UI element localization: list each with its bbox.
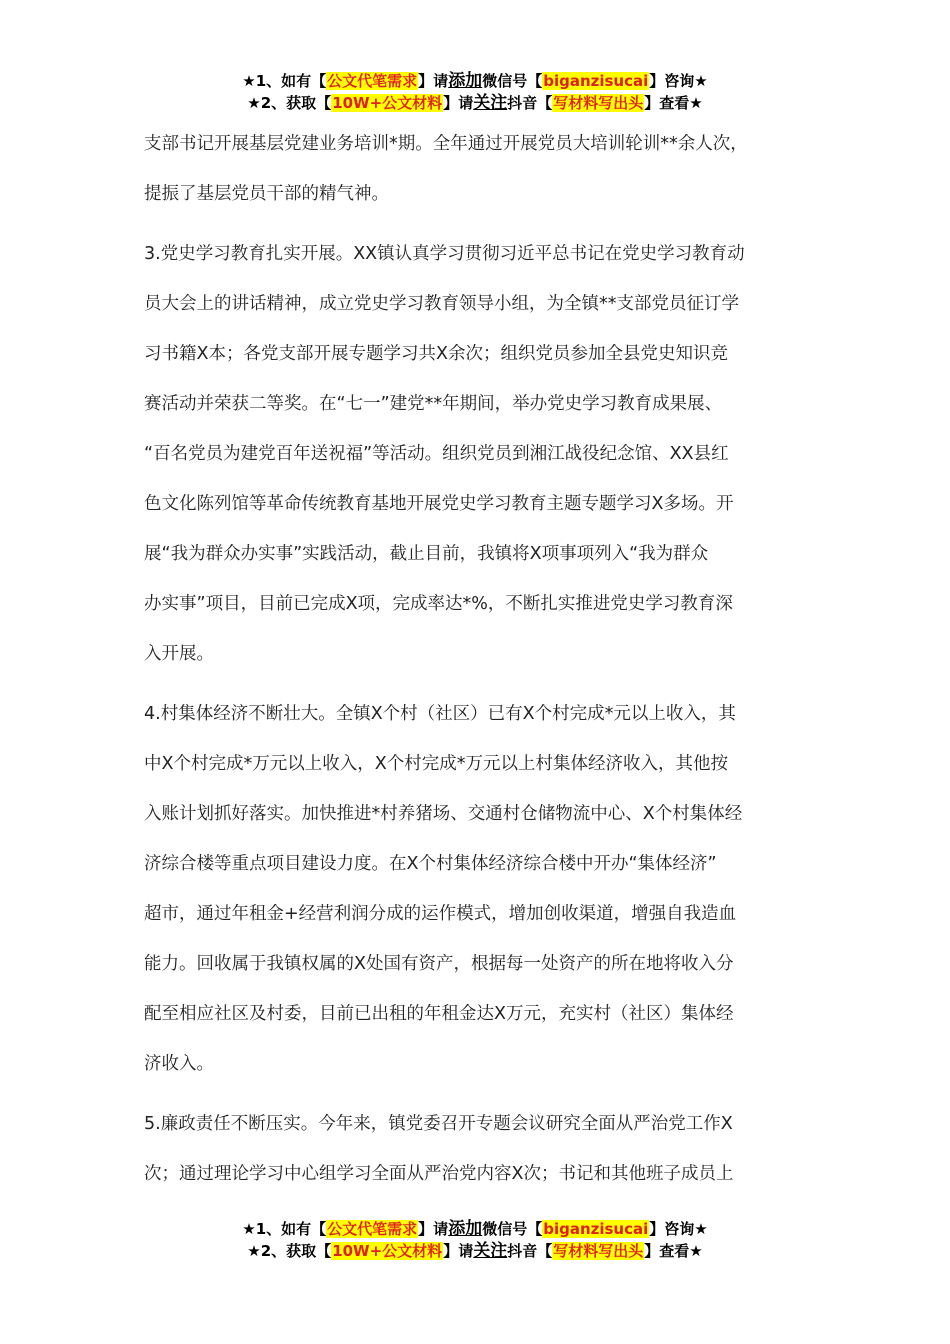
- text-line: 赛活动并荣获二等奖。在“七一”建党**年期间，举办党史学习教育成果展、: [144, 394, 723, 414]
- text-line: 5.廉政责任不断压实。今年来，镇党委召开专题会议研究全面从严治党工作X: [144, 1114, 733, 1134]
- text-line: 能力。回收属于我镇权属的X处国有资产，根据每一处资产的所在地将收入分: [144, 954, 734, 974]
- paragraph: [144, 1099, 806, 1199]
- banner-highlight: 写材料写出头: [553, 1242, 644, 1260]
- banner-text: ★2、获取【: [247, 1242, 332, 1260]
- banner-text: 微信号【: [482, 1220, 543, 1238]
- banner-text: 】请: [443, 94, 474, 112]
- text-line: 3.党史学习教育扎实开展。XX镇认真学习贯彻习近平总书记在党史学习教育动: [144, 244, 745, 264]
- text-line: 济收入。: [144, 1054, 214, 1074]
- text-line: 4.村集体经济不断壮大。全镇X个村（社区）已有X个村完成*元以上收入，其: [144, 704, 736, 724]
- text-line: “百名党员为建党百年送祝福”等活动。组织党员到湘江战役纪念馆、XX县红: [144, 444, 729, 464]
- banner-text: 抖音【: [507, 94, 553, 112]
- banner-highlight: 公文代笔需求: [327, 72, 418, 90]
- banner-highlight: 写材料写出头: [553, 94, 644, 112]
- text-line: 展“我为群众办实事”实践活动，截止目前，我镇将X项事项列入“我为群众: [144, 544, 709, 564]
- banner-underline: 关注: [473, 93, 508, 113]
- document-body: [144, 119, 806, 1209]
- banner-highlight: 10W+公文材料: [332, 94, 443, 112]
- banner-line-1: [0, 1218, 950, 1240]
- banner-text: ★1、如有【: [242, 1220, 327, 1238]
- top-banner: [0, 70, 950, 114]
- banner-text: ★1、如有【: [242, 72, 327, 90]
- banner-text: 】查看★: [644, 94, 703, 112]
- text-line: 提振了基层党员干部的精气神。: [144, 184, 389, 204]
- banner-text: 抖音【: [507, 1242, 553, 1260]
- banner-text: 】咨询★: [649, 72, 708, 90]
- banner-text: 】请: [418, 72, 449, 90]
- text-line: 办实事”项目，目前已完成X项，完成率达*%，不断扎实推进党史学习教育深: [144, 594, 733, 614]
- banner-line-2: [0, 92, 950, 114]
- text-line: 配至相应社区及村委，目前已出租的年租金达X万元，充实村（社区）集体经: [144, 1004, 734, 1024]
- banner-highlight: biganzisucai: [543, 72, 649, 90]
- text-line: 济综合楼等重点项目建设力度。在X个村集体经济综合楼中开办“集体经济”: [144, 854, 717, 874]
- text-line: 超市，通过年租金+经营利润分成的运作模式，增加创收渠道，增强自我造血: [144, 904, 737, 924]
- banner-underline: 添加: [448, 1219, 483, 1239]
- text-line: 色文化陈列馆等革命传统教育基地开展党史学习教育主题专题学习X多场。开: [144, 494, 734, 514]
- bottom-banner: [0, 1218, 950, 1262]
- banner-line-2: [0, 1240, 950, 1262]
- banner-line-1: [0, 70, 950, 92]
- text-line: 入开展。: [144, 644, 214, 664]
- banner-text: 】查看★: [644, 1242, 703, 1260]
- text-line: 次；通过理论学习中心组学习全面从严治党内容X次；书记和其他班子成员上: [144, 1164, 734, 1184]
- text-line: 员大会上的讲话精神，成立党史学习教育领导小组，为全镇**支部党员征订学: [144, 294, 739, 314]
- banner-highlight: biganzisucai: [543, 1220, 649, 1238]
- banner-underline: 关注: [473, 1241, 508, 1261]
- banner-highlight: 10W+公文材料: [332, 1242, 443, 1260]
- paragraph: [144, 689, 806, 1089]
- text-line: 习书籍X本；各党支部开展专题学习共X余次；组织党员参加全县党史知识竞: [144, 344, 728, 364]
- banner-underline: 添加: [448, 71, 483, 91]
- paragraph: [144, 119, 806, 219]
- text-line: 支部书记开展基层党建业务培训*期。全年通过开展党员大培训轮训**余人次，: [144, 134, 748, 154]
- banner-text: 】请: [418, 1220, 449, 1238]
- paragraph: [144, 229, 806, 679]
- text-line: 中X个村完成*万元以上收入，X个村完成*万元以上村集体经济收入，其他按: [144, 754, 728, 774]
- banner-text: 微信号【: [482, 72, 543, 90]
- banner-text: ★2、获取【: [247, 94, 332, 112]
- banner-text: 】咨询★: [649, 1220, 708, 1238]
- banner-highlight: 公文代笔需求: [327, 1220, 418, 1238]
- text-line: 入账计划抓好落实。加快推进*村养猪场、交通村仓储物流中心、X个村集体经: [144, 804, 743, 824]
- banner-text: 】请: [443, 1242, 474, 1260]
